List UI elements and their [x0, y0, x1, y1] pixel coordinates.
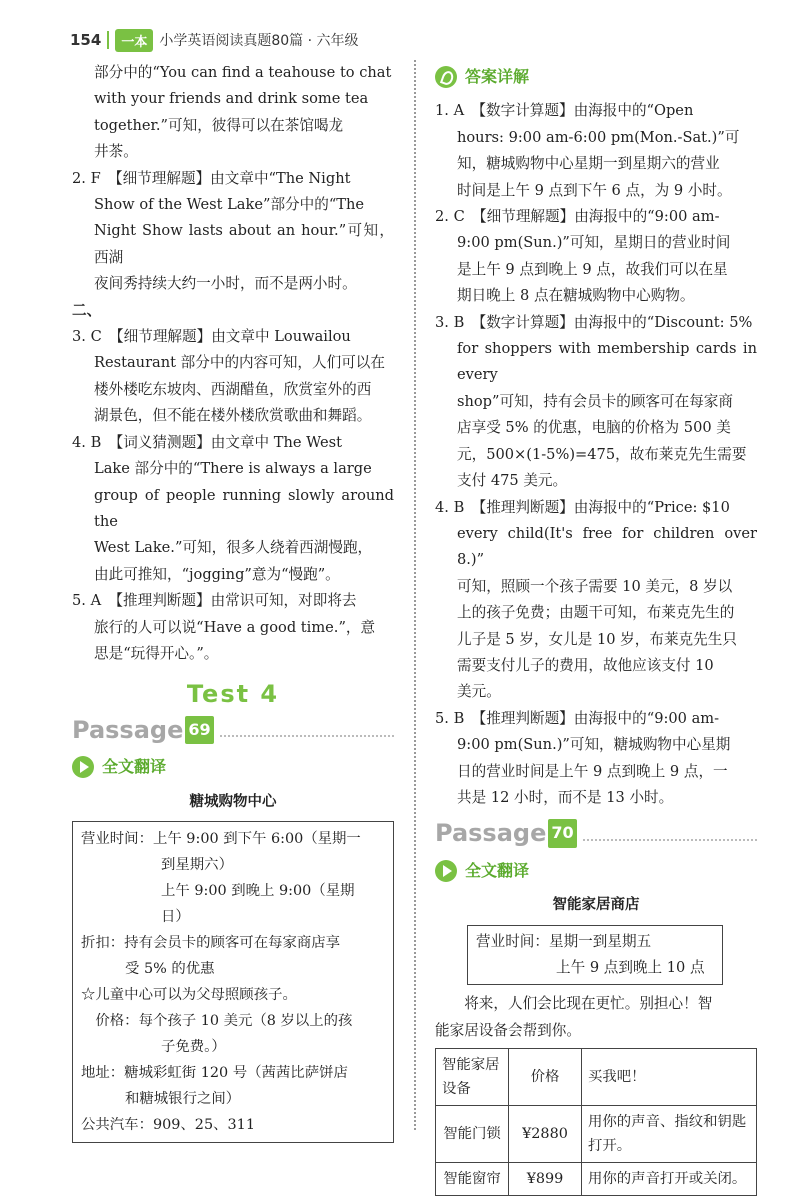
answer-a1 — [435, 98, 757, 204]
text-line: 【细节理解题】由文章中 Louwailou — [116, 328, 351, 346]
text-line: 需要支付儿子的费用，故他应该支付 10 — [457, 656, 714, 674]
intro-line: 能家居设备会帮到你。 — [435, 1021, 581, 1039]
text-line: Restaurant 部分中的内容可知，人们可以在 — [94, 354, 385, 372]
answer-number: 3. C — [72, 328, 102, 346]
text-line: 儿子是 5 岁，女儿是 10 岁，布莱克先生只 — [457, 630, 737, 648]
answer-a5 — [435, 706, 757, 812]
answer-q2 — [72, 166, 394, 298]
answer-number: 5. B — [435, 709, 465, 727]
text-line: for shoppers with membership cards in every — [457, 340, 757, 384]
text-line: 期日晚上 8 点在糖城购物中心购物。 — [457, 287, 695, 305]
table-header-cell: 买我吧！ — [582, 1049, 757, 1106]
test-heading: Test 4 — [186, 680, 280, 709]
text-line: 知，糖城购物中心星期一到星期六的营业 — [457, 155, 720, 173]
column-divider — [414, 60, 416, 1130]
text-line: 美元。 — [457, 683, 501, 701]
page-header — [70, 26, 359, 54]
table-header-cell: 价格 — [509, 1049, 582, 1106]
text-line: 店享受 5% 的优惠，电脑的价格为 500 美 — [457, 419, 731, 437]
text-line: 井茶。 — [94, 143, 138, 161]
hours-line: 上午 9 点到晚上 10 点 — [556, 959, 705, 976]
answer-number: 4. B — [435, 498, 465, 516]
text-line: 【推理判断题】由常识可知，对即将去 — [115, 592, 357, 610]
text-line: 元，500×(1-5%)=475，故布莱克先生需要 — [457, 445, 747, 463]
poster-line: 受 5% 的优惠 — [125, 960, 215, 977]
text-line: 共是 12 小时，而不是 13 小时。 — [457, 788, 674, 806]
text-line: 时间是上午 9 点到下午 6 点，为 9 小时。 — [457, 181, 732, 199]
answer-q3 — [72, 324, 394, 430]
key-icon — [435, 66, 457, 88]
subheading-label: 全文翻译 — [102, 757, 167, 777]
table-cell: 智能门锁 — [436, 1106, 509, 1163]
intro-line: 将来，人们会比现在更忙。别担心！智 — [464, 995, 713, 1013]
table-row — [436, 1163, 757, 1196]
text-line: group of people running slowly around the — [94, 486, 394, 530]
answer-number: 4. B — [72, 433, 102, 451]
page-number: 154 — [70, 31, 102, 49]
poster-line: 上午 9:00 到晚上 9:00（星期 — [161, 882, 355, 899]
answer-a4 — [435, 495, 757, 706]
answer-q4 — [72, 430, 394, 588]
answer-number: 2. C — [435, 208, 465, 226]
text-line: 上的孩子免费；由题干可知，布莱克先生的 — [457, 604, 735, 622]
text-line: 【细节理解题】由文章中“The Night — [115, 169, 351, 187]
text-line: 【细节理解题】由海报中的“9:00 am- — [479, 208, 720, 226]
shop-hours-box — [467, 925, 723, 986]
poster-line: 营业时间：上午 9:00 到下午 6:00（星期一 — [81, 830, 361, 847]
book-title: 小学英语阅读真题80篇 · 六年级 — [159, 33, 359, 49]
text-line: 【词义猜测题】由文章中 The West — [115, 433, 342, 451]
play-icon — [435, 860, 457, 882]
dotted-rule — [583, 827, 757, 841]
answer-number: 2. F — [72, 169, 101, 187]
mall-poster-box — [72, 821, 394, 1143]
header-divider — [107, 31, 109, 49]
answer-number: 1. A — [435, 102, 465, 120]
text-line: hours: 9:00 am-6:00 pm(Mon.-Sat.)”可 — [457, 128, 740, 146]
section-marker: 二、 — [72, 301, 102, 319]
text-line: shop”可知，持有会员卡的顾客可在每家商 — [457, 392, 733, 410]
text-line: 可知，照顾一个孩子需要 10 美元，8 岁以 — [457, 577, 733, 595]
text-line: West Lake.”可知，很多人绕着西湖慢跑， — [94, 539, 373, 557]
passage-number: 69 — [185, 716, 213, 744]
text-line: 9:00 pm(Sun.)”可知，糖城购物中心星期 — [457, 736, 731, 754]
passage-number: 70 — [548, 819, 576, 847]
table-cell: 用你的声音、指纹和钥匙打开。 — [582, 1106, 757, 1163]
text-line: every child(It's free for children over 8.)” — [457, 524, 757, 569]
text-line: 【推理判断题】由海报中的“9:00 am- — [478, 709, 720, 727]
answer-continuation — [72, 60, 394, 166]
full-translation-heading — [72, 754, 394, 780]
poster-line: 日） — [161, 908, 190, 925]
text-line: 【数字计算题】由海报中的“Open — [478, 102, 694, 120]
text-line: 支付 475 美元。 — [457, 472, 568, 490]
brand-logo: 一本 — [115, 29, 153, 52]
poster-line: 地址：糖城彩虹街 120 号（茜茜比萨饼店 — [81, 1064, 348, 1081]
mall-title: 糖城购物中心 — [189, 793, 277, 810]
passage-word: Passage — [435, 819, 547, 848]
passage-word: Passage — [72, 715, 184, 744]
poster-line: 和糖城银行之间） — [125, 1090, 241, 1107]
text-line: 【推理判断题】由海报中的“Price: $10 — [478, 498, 730, 516]
table-cell: 智能窗帘 — [436, 1163, 509, 1196]
text-line: 夜间秀持续大约一小时，而不是两小时。 — [94, 275, 357, 293]
poster-line: 价格：每个孩子 10 美元（8 岁以上的孩 — [81, 1012, 353, 1029]
text-line: Lake 部分中的“There is always a large — [94, 460, 372, 478]
text-line: 湖景色，但不能在楼外楼欣赏歌曲和舞蹈。 — [94, 407, 372, 425]
answer-q5 — [72, 588, 394, 667]
text-line: 9:00 pm(Sun.)”可知，星期日的营业时间 — [457, 234, 731, 252]
poster-line: ☆儿童中心可以为父母照顾孩子。 — [81, 986, 297, 1003]
table-header-row — [436, 1049, 757, 1106]
hours-line: 营业时间：星期一到星期五 — [476, 932, 652, 950]
left-column — [72, 60, 394, 1143]
text-line: Night Show lasts about an hour.”可知，西湖 — [94, 222, 394, 266]
text-line: 是上午 9 点到晚上 9 点，故我们可以在星 — [457, 260, 728, 278]
poster-line: 到星期六） — [161, 856, 233, 873]
table-header-cell: 智能家居设备 — [436, 1049, 509, 1106]
subheading-label: 全文翻译 — [465, 860, 530, 880]
table-row — [436, 1106, 757, 1163]
text-line: 楼外楼吃东坡肉、西湖醋鱼，欣赏室外的西 — [94, 380, 372, 398]
full-translation-heading — [435, 858, 757, 884]
answer-a2 — [435, 204, 757, 310]
play-icon — [72, 756, 94, 778]
poster-line: 公共汽车：909、25、311 — [81, 1116, 255, 1133]
right-column — [435, 60, 757, 1196]
text-line: with your friends and drink some tea — [94, 90, 369, 108]
passage-heading — [435, 819, 757, 847]
shop-title: 智能家居商店 — [552, 897, 640, 914]
answer-explanation-heading — [435, 64, 757, 90]
dotted-rule — [220, 723, 394, 737]
answer-number: 3. B — [435, 313, 465, 331]
text-line: together.”可知，彼得可以在茶馆喝龙 — [94, 116, 344, 134]
answer-number: 5. A — [72, 592, 102, 610]
subheading-label: 答案详解 — [465, 67, 530, 86]
poster-line: 折扣：持有会员卡的顾客可在每家商店享 — [81, 934, 341, 951]
answer-a3 — [435, 310, 757, 495]
table-cell: ¥2880 — [509, 1106, 582, 1163]
device-table — [435, 1048, 757, 1196]
table-cell: ¥899 — [509, 1163, 582, 1196]
text-line: 日的营业时间是上午 9 点到晚上 9 点，一 — [457, 762, 728, 780]
text-line: 由此可推知，“jogging”意为“慢跑”。 — [94, 565, 340, 583]
poster-line: 子免费。） — [161, 1038, 226, 1055]
text-line: Show of the West Lake”部分中的“The — [94, 196, 365, 214]
text-line: 部分中的“You can find a teahouse to chat — [94, 64, 392, 81]
text-line: 旅行的人可以说“Have a good time.”，意 — [94, 618, 376, 636]
table-cell: 用你的声音打开或关闭。 — [582, 1163, 757, 1196]
text-line: 【数字计算题】由海报中的“Discount: 5% — [478, 313, 753, 331]
passage-heading — [72, 716, 394, 744]
text-line: 思是“玩得开心。”。 — [94, 644, 219, 662]
